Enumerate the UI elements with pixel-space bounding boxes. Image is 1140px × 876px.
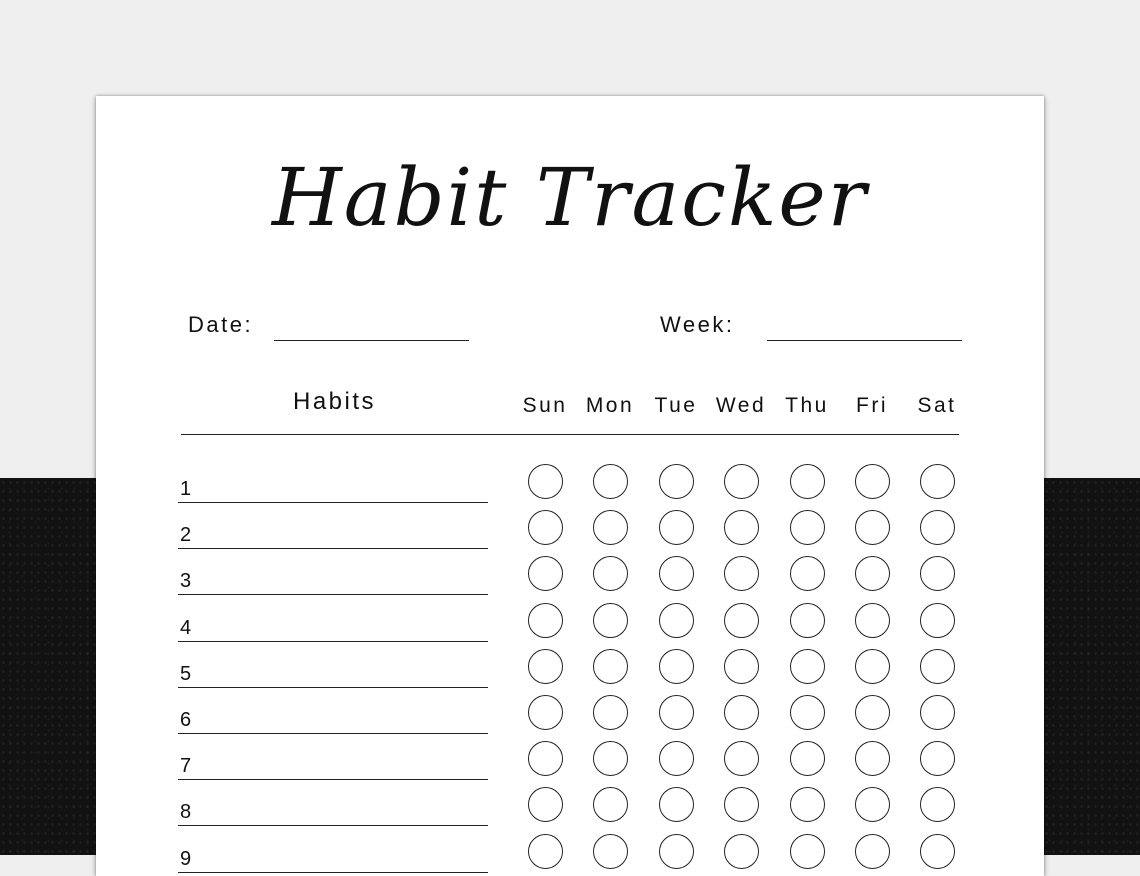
habits-column-header: Habits: [292, 388, 377, 415]
checkbox-circle-tue[interactable]: [659, 603, 694, 638]
checkbox-circle-sat[interactable]: [920, 834, 955, 869]
checkbox-circle-fri[interactable]: [855, 649, 890, 684]
day-header-tue: Tue: [654, 394, 698, 417]
checkbox-circle-wed[interactable]: [724, 556, 759, 591]
table-row: [96, 801, 1044, 847]
row-number: 5: [180, 662, 192, 685]
table-row: [96, 755, 1044, 801]
checkbox-circle-sun[interactable]: [528, 556, 563, 591]
checkbox-circle-fri[interactable]: [855, 603, 890, 638]
checkbox-circle-sun[interactable]: [528, 695, 563, 730]
checkbox-circle-tue[interactable]: [659, 741, 694, 776]
checkbox-circle-wed[interactable]: [724, 741, 759, 776]
checkbox-circle-mon[interactable]: [593, 649, 628, 684]
checkbox-circle-mon[interactable]: [593, 834, 628, 869]
checkbox-circle-fri[interactable]: [855, 741, 890, 776]
row-number: 8: [180, 801, 192, 824]
habit-write-line[interactable]: [178, 548, 488, 549]
checkbox-circle-sun[interactable]: [528, 510, 563, 545]
checkbox-circle-thu[interactable]: [790, 464, 825, 499]
checkbox-circle-thu[interactable]: [790, 741, 825, 776]
habit-write-line[interactable]: [178, 733, 488, 734]
row-number: 2: [180, 524, 192, 547]
row-number: 4: [180, 616, 192, 639]
week-label: Week:: [660, 312, 735, 337]
checkbox-circle-sat[interactable]: [920, 695, 955, 730]
day-header-sat: Sat: [917, 394, 957, 417]
checkbox-circle-mon[interactable]: [593, 510, 628, 545]
habit-write-line[interactable]: [178, 594, 488, 595]
checkbox-circle-wed[interactable]: [724, 464, 759, 499]
checkbox-circle-mon[interactable]: [593, 741, 628, 776]
checkbox-circle-thu[interactable]: [790, 556, 825, 591]
habit-write-line[interactable]: [178, 825, 488, 826]
habit-tracker-sheet: [96, 96, 1044, 876]
page-title: Habit Tracker: [272, 151, 868, 244]
checkbox-circle-tue[interactable]: [659, 695, 694, 730]
date-blank-line: [274, 340, 469, 341]
habit-write-line[interactable]: [178, 502, 488, 503]
habit-write-line[interactable]: [178, 687, 488, 688]
checkbox-circle-wed[interactable]: [724, 649, 759, 684]
day-header-sun: Sun: [522, 394, 568, 417]
checkbox-circle-tue[interactable]: [659, 834, 694, 869]
checkbox-circle-tue[interactable]: [659, 464, 694, 499]
checkbox-circle-sun[interactable]: [528, 787, 563, 822]
checkbox-circle-fri[interactable]: [855, 464, 890, 499]
checkbox-circle-sun[interactable]: [528, 603, 563, 638]
checkbox-circle-mon[interactable]: [593, 603, 628, 638]
checkbox-circle-sun[interactable]: [528, 834, 563, 869]
checkbox-circle-fri[interactable]: [855, 556, 890, 591]
table-row: [96, 617, 1044, 663]
checkbox-circle-sat[interactable]: [920, 649, 955, 684]
week-blank-line: [767, 340, 962, 341]
checkbox-circle-mon[interactable]: [593, 556, 628, 591]
checkbox-circle-wed[interactable]: [724, 834, 759, 869]
table-row: [96, 570, 1044, 616]
day-header-fri: Fri: [856, 394, 888, 417]
checkbox-circle-thu[interactable]: [790, 510, 825, 545]
checkbox-circle-tue[interactable]: [659, 649, 694, 684]
checkbox-circle-fri[interactable]: [855, 695, 890, 730]
table-row: [96, 848, 1044, 876]
checkbox-circle-mon[interactable]: [593, 695, 628, 730]
table-row: [96, 663, 1044, 709]
checkbox-circle-fri[interactable]: [855, 787, 890, 822]
checkbox-circle-thu[interactable]: [790, 649, 825, 684]
day-header-mon: Mon: [585, 394, 635, 417]
table-row: [96, 709, 1044, 755]
checkbox-circle-wed[interactable]: [724, 787, 759, 822]
checkbox-circle-sun[interactable]: [528, 464, 563, 499]
habit-write-line[interactable]: [178, 872, 488, 873]
checkbox-circle-wed[interactable]: [724, 695, 759, 730]
header-divider: [181, 434, 959, 435]
checkbox-circle-tue[interactable]: [659, 787, 694, 822]
checkbox-circle-sat[interactable]: [920, 741, 955, 776]
checkbox-circle-sun[interactable]: [528, 741, 563, 776]
checkbox-circle-sat[interactable]: [920, 787, 955, 822]
checkbox-circle-fri[interactable]: [855, 834, 890, 869]
row-number: 7: [180, 755, 192, 778]
checkbox-circle-tue[interactable]: [659, 510, 694, 545]
habit-write-line[interactable]: [178, 641, 488, 642]
checkbox-circle-sat[interactable]: [920, 464, 955, 499]
checkbox-circle-sat[interactable]: [920, 510, 955, 545]
row-number: 6: [180, 709, 192, 731]
checkbox-circle-tue[interactable]: [659, 556, 694, 591]
checkbox-circle-sat[interactable]: [920, 556, 955, 591]
row-number: 1: [180, 478, 192, 500]
checkbox-circle-thu[interactable]: [790, 603, 825, 638]
checkbox-circle-thu[interactable]: [790, 695, 825, 730]
checkbox-circle-wed[interactable]: [724, 603, 759, 638]
table-row: [96, 524, 1044, 570]
checkbox-circle-sun[interactable]: [528, 649, 563, 684]
checkbox-circle-thu[interactable]: [790, 834, 825, 869]
date-label: Date:: [188, 312, 254, 337]
checkbox-circle-sat[interactable]: [920, 603, 955, 638]
checkbox-circle-mon[interactable]: [593, 787, 628, 822]
checkbox-circle-wed[interactable]: [724, 510, 759, 545]
table-row: [96, 478, 1044, 524]
day-header-thu: Thu: [785, 394, 829, 417]
checkbox-circle-fri[interactable]: [855, 510, 890, 545]
day-header-wed: Wed: [715, 394, 767, 417]
checkbox-circle-thu[interactable]: [790, 787, 825, 822]
habit-write-line[interactable]: [178, 779, 488, 780]
row-number: 9: [180, 847, 192, 870]
row-number: 3: [180, 570, 192, 593]
checkbox-circle-mon[interactable]: [593, 464, 628, 499]
